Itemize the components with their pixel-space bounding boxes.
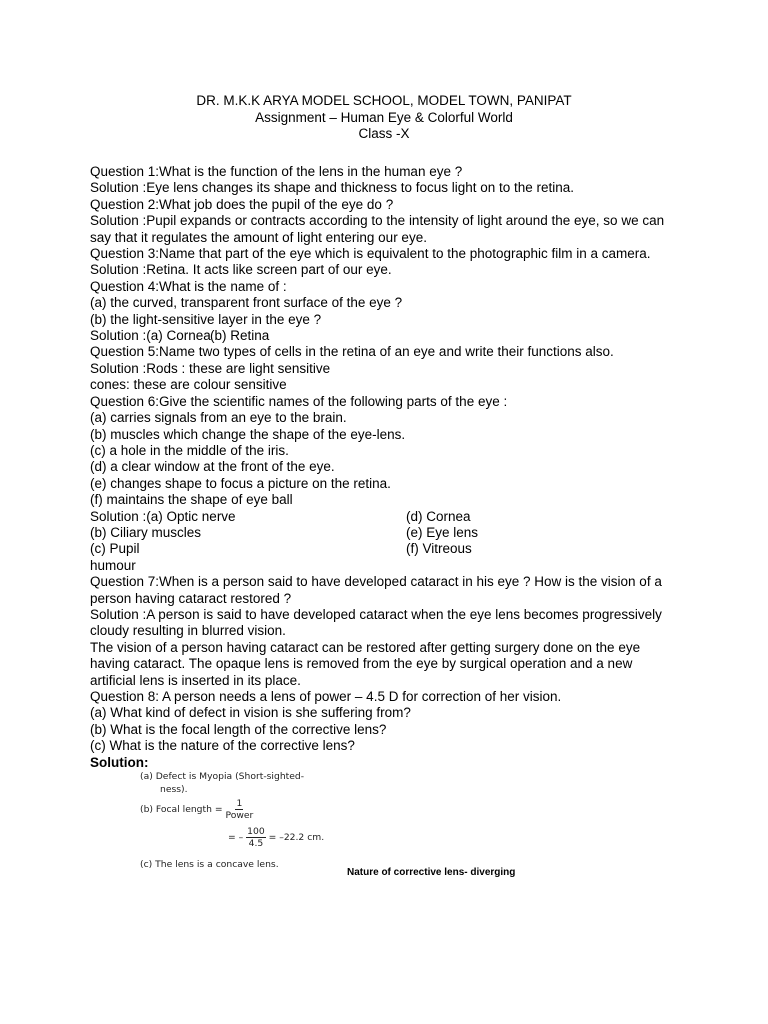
inset-calc-numerator: 100 — [247, 826, 265, 837]
inset-calc-fraction — [246, 826, 266, 849]
question-3: Question 3:Name that part of the eye which is equivalent to the photographic film in a camera. — [90, 246, 651, 262]
questions-body — [90, 164, 690, 771]
question-4: Question 4:What is the name of : — [90, 278, 287, 294]
question-6b: (b) muscles which change the shape of the eye-lens. — [90, 426, 406, 442]
question-2: Question 2:What job does the pupil of the eye do ? — [90, 196, 394, 212]
solution-6-ciliary-muscles: (b) Ciliary muscles — [90, 524, 202, 540]
document-header — [0, 93, 768, 143]
question-4a: (a) the curved, transparent front surface of the eye ? — [90, 295, 403, 311]
inset-calc-prefix: = – — [228, 832, 244, 843]
question-6: Question 6:Give the scientific names of the following parts of the eye : — [90, 393, 508, 409]
solution-2-line-1: Solution :Pupil expands or contracts according to the intensity of light around the eye, so we can — [90, 213, 665, 229]
solution-7-line-1: Solution :A person is said to have developed cataract when the eye lens becomes progressively — [90, 606, 662, 622]
solution-6-cornea: (d) Cornea — [406, 508, 471, 524]
inset-concave-lens: (c) The lens is a concave lens. — [140, 859, 279, 870]
question-7-line-2: person having cataract restored ? — [90, 590, 292, 606]
inset-focal-denominator: Power — [225, 810, 254, 821]
question-4b: (b) the light-sensitive layer in the eye ? — [90, 311, 322, 327]
question-7-line-1: Question 7:When is a person said to have developed cataract in his eye ? How is the vision of a — [90, 574, 662, 590]
solution-4a: Solution :(a) Cornea — [90, 328, 211, 344]
question-6f: (f) maintains the shape of eye ball — [90, 492, 293, 508]
inset-focal-fraction — [225, 798, 253, 821]
question-8b: (b) What is the focal length of the corrective lens? — [90, 721, 387, 737]
question-1: Question 1:What is the function of the lens in the human eye ? — [90, 164, 463, 179]
assignment-title: Assignment – Human Eye & Colorful World — [255, 109, 513, 125]
question-6d: (d) a clear window at the front of the eye. — [90, 459, 335, 475]
question-8c: (c) What is the nature of the corrective lens? — [90, 738, 355, 754]
solution-7-line-3: The vision of a person having cataract can be restored after getting surgery done on the eye — [90, 639, 641, 655]
solution-4 — [90, 328, 690, 344]
inset-calc-result: = –22.2 cm. — [268, 832, 325, 843]
inset-calc-denominator: 4.5 — [248, 838, 264, 849]
solution-2-line-2: say that it regulates the amount of light entering our eye. — [90, 229, 427, 245]
solution-6-vitreous: (f) Vitreous — [406, 541, 472, 557]
question-6c: (c) a hole in the middle of the iris. — [90, 442, 289, 458]
solution-7-line-4: having cataract. The opaque lens is removed from the eye by surgical operation and a new — [90, 656, 633, 672]
solution-8-image — [140, 771, 400, 877]
solution-1: Solution :Eye lens changes its shape and thickness to focus light on to the retina. — [90, 180, 575, 196]
school-name: DR. M.K.K ARYA MODEL SCHOOL, MODEL TOWN, PANIPAT — [196, 93, 572, 108]
question-5: Question 5:Name two types of cells in the retina of an eye and write their functions also. — [90, 344, 614, 360]
inset-focal-numerator: 1 — [236, 798, 243, 809]
solution-5-line-1: Solution :Rods : these are light sensitive — [90, 360, 331, 376]
question-8a: (a) What kind of defect in vision is she suffering from? — [90, 705, 411, 721]
inset-focal-calc — [228, 826, 324, 849]
solution-7-line-5: artificial lens is inserted in its place. — [90, 672, 301, 688]
solution-6-row-1 — [90, 509, 690, 525]
solution-3: Solution :Retina. It acts like screen part of our eye. — [90, 262, 392, 278]
solution-7-line-2: cloudy resulting in blurred vision. — [90, 623, 286, 639]
solution-4b: (b) Retina — [210, 328, 270, 344]
solution-6-humour: humour — [90, 557, 136, 573]
inset-focal-length-label: (b) Focal length = — [140, 804, 223, 815]
class-label: Class -X — [358, 126, 410, 141]
solution-5-line-2: cones: these are colour sensitive — [90, 377, 287, 393]
inset-defect-line-2: ness). — [160, 784, 188, 795]
solution-6-optic-nerve: Solution :(a) Optic nerve — [90, 508, 236, 524]
solution-6-pupil: (c) Pupil — [90, 541, 140, 557]
question-6a: (a) carries signals from an eye to the brain. — [90, 410, 347, 426]
inset-defect-line-1: (a) Defect is Myopia (Short-sighted- — [140, 771, 305, 782]
solution-6-eye-lens: (e) Eye lens — [406, 524, 479, 540]
solution-6-row-2 — [90, 525, 690, 541]
solution-8-label: Solution: — [90, 754, 149, 770]
nature-note: Nature of corrective lens- diverging — [347, 867, 516, 878]
inset-focal-length — [140, 798, 253, 821]
question-6e: (e) changes shape to focus a picture on the retina. — [90, 475, 391, 491]
solution-6-row-3 — [90, 541, 690, 557]
question-8: Question 8: A person needs a lens of power – 4.5 D for correction of her vision. — [90, 689, 562, 704]
